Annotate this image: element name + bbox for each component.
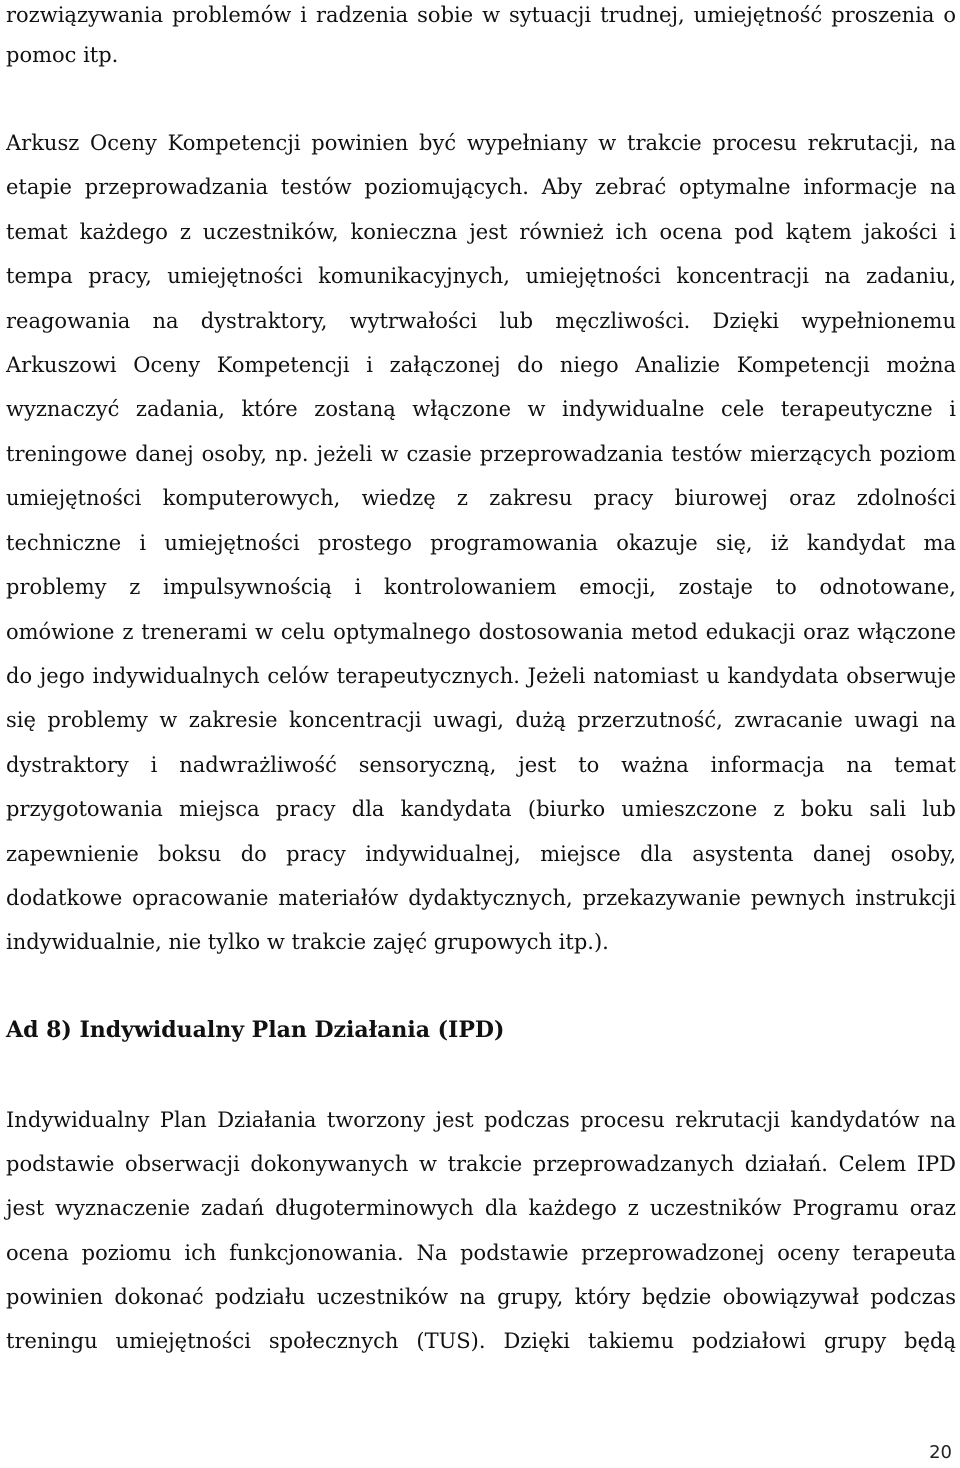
paragraph-2-line-14: się problemy w zakresie koncentracji uwagi, dużą przerzutność, zwracanie uwagi na	[6, 708, 956, 732]
paragraph-3-line-1: Indywidualny Plan Działania tworzony jest podczas procesu rekrutacji kandydatów na	[6, 1108, 956, 1132]
paragraph-3-line-4: ocena poziomu ich funkcjonowania. Na podstawie przeprowadzonej oceny terapeuta	[6, 1241, 956, 1265]
paragraph-2-line-18: dodatkowe opracowanie materiałów dydaktycznych, przekazywanie pewnych instrukcji	[6, 886, 956, 910]
page-number: 20	[929, 1442, 952, 1463]
paragraph-2-line-7: wyznaczyć zadania, które zostaną włączone w indywidualne cele terapeutyczne i	[6, 397, 956, 421]
section-heading: Ad 8) Indywidualny Plan Działania (IPD)	[6, 1017, 505, 1043]
paragraph-2-line-15: dystraktory i nadwrażliwość sensoryczną, jest to ważna informacja na temat	[6, 753, 956, 777]
paragraph-3-line-6: treningu umiejętności społecznych (TUS). Dzięki takiemu podziałowi grupy będą	[6, 1329, 956, 1353]
paragraph-2-line-12: omówione z trenerami w celu optymalnego dostosowania metod edukacji oraz włączone	[6, 620, 956, 644]
paragraph-1-line-2: pomoc itp.	[6, 43, 119, 67]
paragraph-3-line-2: podstawie obserwacji dokonywanych w trakcie przeprowadzanych działań. Celem IPD	[6, 1152, 956, 1176]
paragraph-2-line-3: temat każdego z uczestników, konieczna jest również ich ocena pod kątem jakości i	[6, 220, 956, 244]
paragraph-2-line-4: tempa pracy, umiejętności komunikacyjnych, umiejętności koncentracji na zadaniu,	[6, 264, 956, 288]
paragraph-2-line-8: treningowe danej osoby, np. jeżeli w czasie przeprowadzania testów mierzących poziom	[6, 442, 956, 466]
paragraph-2-line-19: indywidualnie, nie tylko w trakcie zajęć grupowych itp.).	[6, 930, 609, 954]
paragraph-2-line-11: problemy z impulsywnością i kontrolowaniem emocji, zostaje to odnotowane,	[6, 575, 956, 599]
paragraph-2-line-1: Arkusz Oceny Kompetencji powinien być wypełniany w trakcie procesu rekrutacji, na	[6, 131, 956, 155]
paragraph-3-line-5: powinien dokonać podziału uczestników na grupy, który będzie obowiązywał podczas	[6, 1285, 956, 1309]
paragraph-2-line-6: Arkuszowi Oceny Kompetencji i załączonej do niego Analizie Kompetencji można	[6, 353, 956, 377]
paragraph-2-line-17: zapewnienie boksu do pracy indywidualnej, miejsce dla asystenta danej osoby,	[6, 842, 956, 866]
paragraph-2-line-9: umiejętności komputerowych, wiedzę z zakresu pracy biurowej oraz zdolności	[6, 486, 956, 510]
paragraph-2-line-5: reagowania na dystraktory, wytrwałości lub męczliwości. Dzięki wypełnionemu	[6, 309, 956, 333]
paragraph-3-line-3: jest wyznaczenie zadań długoterminowych dla każdego z uczestników Programu oraz	[6, 1196, 956, 1220]
paragraph-2-line-16: przygotowania miejsca pracy dla kandydata (biurko umieszczone z boku sali lub	[6, 797, 956, 821]
paragraph-2-line-13: do jego indywidualnych celów terapeutycznych. Jeżeli natomiast u kandydata obserwuje	[6, 664, 956, 688]
paragraph-2-line-10: techniczne i umiejętności prostego programowania okazuje się, iż kandydat ma	[6, 531, 956, 555]
paragraph-1-line-1: rozwiązywania problemów i radzenia sobie w sytuacji trudnej, umiejętność proszenia o	[6, 3, 956, 27]
paragraph-2-line-2: etapie przeprowadzania testów poziomujących. Aby zebrać optymalne informacje na	[6, 175, 956, 199]
